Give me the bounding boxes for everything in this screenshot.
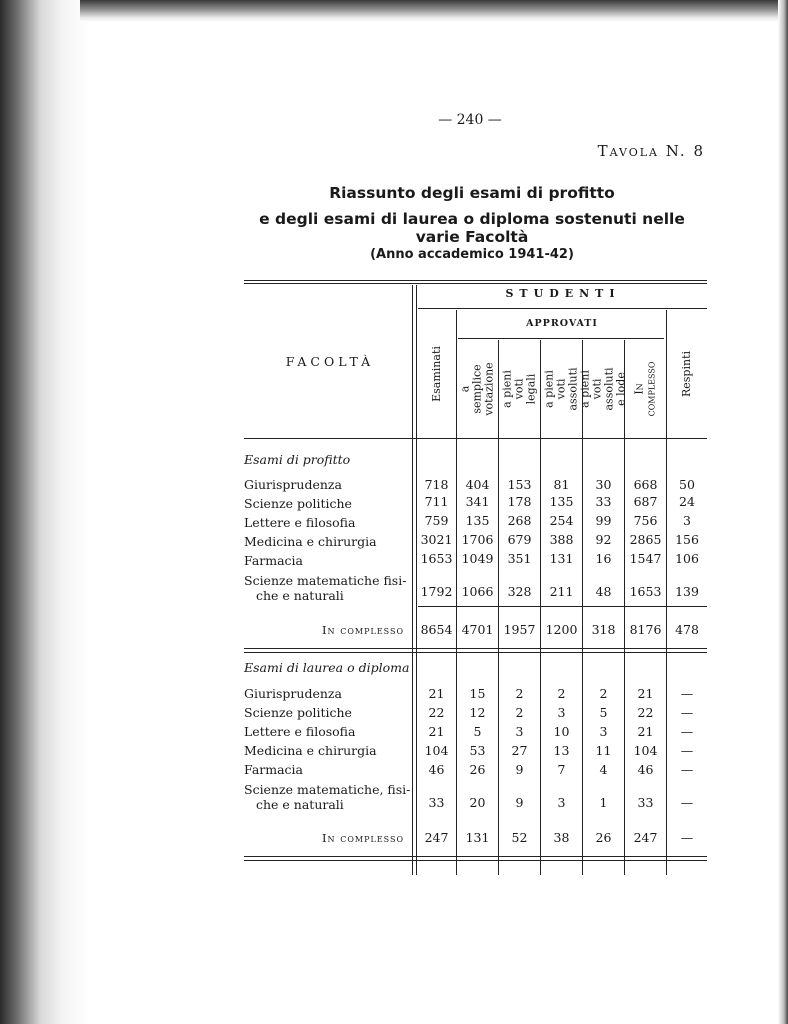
table-cell-esaminati: 21: [428, 724, 445, 739]
table-cell-semplice: 135: [465, 513, 490, 528]
table-cell-assoluti: 7: [557, 762, 566, 777]
table-cell-complesso: 22: [637, 705, 654, 720]
table-cell-semplice: 20: [469, 795, 486, 810]
table-cell-respinti: —: [680, 743, 694, 758]
row-label-cont: che e naturali: [256, 797, 344, 812]
total-cell-lode: 318: [591, 622, 616, 637]
total-cell-complesso: 8176: [629, 622, 662, 637]
header-pieni-legali: a pieni voti legali: [500, 370, 538, 408]
header-approvati: APPROVATI: [526, 318, 598, 329]
table-top-rule: [244, 280, 707, 281]
profitto-sum-rule: [418, 606, 707, 607]
table-cell-respinti: 106: [675, 551, 699, 566]
table-cell-assoluti: 13: [553, 743, 570, 758]
table-cell-legali: 679: [507, 532, 532, 547]
table-cell-esaminati: 711: [424, 494, 449, 509]
table-cell-legali: 2: [515, 686, 524, 701]
section-double-rule-2: [244, 652, 707, 653]
table-cell-semplice: 1706: [461, 532, 494, 547]
table-cell-respinti: 156: [675, 532, 699, 547]
table-cell-complesso: 687: [633, 494, 658, 509]
studenti-rule: [418, 308, 707, 309]
row-label-cont: che e naturali: [256, 588, 344, 603]
total-cell-complesso: 247: [633, 830, 658, 845]
laurea-total-label: In complesso: [322, 831, 404, 845]
table-cell-lode: 2: [599, 686, 608, 701]
table-cell-complesso: 33: [637, 795, 654, 810]
table-cell-lode: 92: [595, 532, 612, 547]
table-cell-lode: 4: [599, 762, 608, 777]
total-cell-legali: 52: [511, 830, 528, 845]
total-cell-assoluti: 38: [553, 830, 570, 845]
row-label: Scienze politiche: [244, 705, 352, 720]
table-cell-respinti: —: [680, 724, 694, 739]
table-cell-legali: 328: [507, 584, 532, 599]
table-cell-respinti: —: [680, 762, 694, 777]
table-cell-legali: 2: [515, 705, 524, 720]
table-cell-respinti: 24: [679, 494, 695, 509]
table-cell-semplice: 5: [473, 724, 482, 739]
table-cell-complesso: 2865: [629, 532, 662, 547]
table-cell-lode: 16: [595, 551, 612, 566]
table-cell-respinti: —: [680, 705, 694, 720]
total-cell-assoluti: 1200: [545, 622, 578, 637]
table-cell-semplice: 15: [469, 686, 486, 701]
header-in-complesso: In complesso: [632, 361, 658, 417]
table-cell-semplice: 1066: [461, 584, 494, 599]
table-cell-complesso: 756: [633, 513, 658, 528]
row-label: Scienze politiche: [244, 496, 352, 511]
table-cell-legali: 9: [515, 795, 524, 810]
table-cell-complesso: 1653: [629, 584, 662, 599]
table-cell-semplice: 12: [469, 705, 486, 720]
table-cell-respinti: 139: [675, 584, 699, 599]
table-cell-esaminati: 21: [428, 686, 445, 701]
table-cell-esaminati: 46: [428, 762, 445, 777]
table-cell-legali: 268: [507, 513, 532, 528]
top-scan-edge: [80, 0, 788, 22]
header-esaminati: Esaminati: [429, 346, 443, 402]
table-cell-esaminati: 104: [424, 743, 449, 758]
table-cell-lode: 99: [595, 513, 612, 528]
table-cell-lode: 48: [595, 584, 612, 599]
table-cell-semplice: 1049: [461, 551, 494, 566]
table-bottom-rule-2: [244, 860, 707, 861]
table-cell-esaminati: 3021: [420, 532, 453, 547]
header-pieni-assoluti: a pieni voti assoluti: [542, 367, 580, 411]
table-cell-complesso: 1547: [629, 551, 662, 566]
table-cell-lode: 1: [599, 795, 608, 810]
table-cell-semplice: 26: [469, 762, 486, 777]
header-studenti: STUDENTI: [505, 287, 621, 300]
row-label: Scienze matematiche fisi-: [244, 573, 407, 588]
table-cell-assoluti: 211: [549, 584, 574, 599]
table-cell-lode: 11: [595, 743, 612, 758]
row-label: Farmacia: [244, 762, 304, 777]
table-cell-esaminati: 1792: [420, 584, 453, 599]
total-cell-semplice: 131: [465, 830, 490, 845]
total-cell-legali: 1957: [503, 622, 536, 637]
table-cell-assoluti: 254: [549, 513, 574, 528]
table-cell-lode: 3: [599, 724, 608, 739]
header-bottom-rule: [244, 438, 707, 439]
table-cell-assoluti: 81: [553, 477, 570, 492]
table-cell-lode: 5: [599, 705, 608, 720]
row-label: Lettere e filosofia: [244, 515, 356, 530]
table-cell-semplice: 53: [469, 743, 486, 758]
table-cell-respinti: —: [680, 686, 694, 701]
total-cell-esaminati: 247: [424, 830, 449, 845]
table-number: Tavola N. 8: [597, 142, 705, 160]
row-label: Giurisprudenza: [244, 477, 342, 492]
table-cell-semplice: 341: [465, 494, 490, 509]
academic-year: (Anno accademico 1941-42): [370, 247, 574, 262]
table-cell-esaminati: 759: [424, 513, 449, 528]
facolta-divider: [412, 285, 413, 875]
table-cell-esaminati: 718: [424, 477, 449, 492]
row-label: Farmacia: [244, 553, 304, 568]
table-cell-respinti: 50: [679, 477, 695, 492]
table-cell-lode: 33: [595, 494, 612, 509]
header-semplice: a semplice votazione: [458, 362, 496, 416]
approvati-rule: [458, 338, 664, 339]
table-top-rule-2: [244, 283, 707, 284]
table-cell-assoluti: 3: [557, 705, 566, 720]
row-label: Medicina e chirurgia: [244, 743, 377, 758]
table-cell-complesso: 21: [637, 686, 654, 701]
table-cell-legali: 3: [515, 724, 524, 739]
row-label: Giurisprudenza: [244, 686, 342, 701]
section-double-rule-1: [244, 648, 707, 649]
table-cell-assoluti: 135: [549, 494, 574, 509]
table-cell-assoluti: 3: [557, 795, 566, 810]
table-cell-lode: 30: [595, 477, 612, 492]
table-cell-legali: 27: [511, 743, 528, 758]
page-title-line2: e degli esami di laurea o diploma sostenuti nelle varie Facoltà: [259, 210, 685, 246]
page-title-line1: Riassunto degli esami di profitto: [329, 184, 615, 202]
total-cell-respinti: —: [680, 830, 694, 845]
row-label: Lettere e filosofia: [244, 724, 356, 739]
page-number: — 240 —: [438, 112, 502, 128]
table-cell-legali: 351: [507, 551, 532, 566]
section-title-profitto: Esami di profitto: [244, 452, 351, 467]
total-cell-esaminati: 8654: [420, 622, 453, 637]
table-cell-legali: 178: [507, 494, 532, 509]
table-cell-assoluti: 2: [557, 686, 566, 701]
table-cell-semplice: 404: [465, 477, 490, 492]
total-cell-respinti: 478: [675, 622, 699, 637]
table-cell-complesso: 21: [637, 724, 654, 739]
profitto-total-label: In complesso: [322, 623, 404, 637]
header-facolta: FACOLTÀ: [285, 354, 375, 369]
total-cell-lode: 26: [595, 830, 612, 845]
table-cell-legali: 9: [515, 762, 524, 777]
table-cell-legali: 153: [507, 477, 532, 492]
table-bottom-rule-1: [244, 856, 707, 857]
table-cell-complesso: 104: [633, 743, 658, 758]
row-label: Scienze matematiche, fisi-: [244, 782, 411, 797]
total-cell-semplice: 4701: [461, 622, 494, 637]
header-pieni-lode: a pieni voti assoluti e lode: [578, 367, 628, 411]
header-respinti: Respinti: [680, 350, 693, 398]
book-binding-shadow: [0, 0, 90, 1024]
right-scan-edge: [778, 0, 788, 1024]
row-label: Medicina e chirurgia: [244, 534, 377, 549]
table-cell-assoluti: 388: [549, 532, 574, 547]
section-title-laurea: Esami di laurea o diploma: [244, 660, 410, 675]
table-cell-complesso: 46: [637, 762, 654, 777]
table-cell-respinti: 3: [683, 513, 691, 528]
table-cell-respinti: —: [680, 795, 694, 810]
table-cell-esaminati: 33: [428, 795, 445, 810]
table-cell-esaminati: 1653: [420, 551, 453, 566]
table-cell-assoluti: 10: [553, 724, 570, 739]
table-cell-esaminati: 22: [428, 705, 445, 720]
table-cell-complesso: 668: [633, 477, 658, 492]
table-cell-assoluti: 131: [549, 551, 574, 566]
